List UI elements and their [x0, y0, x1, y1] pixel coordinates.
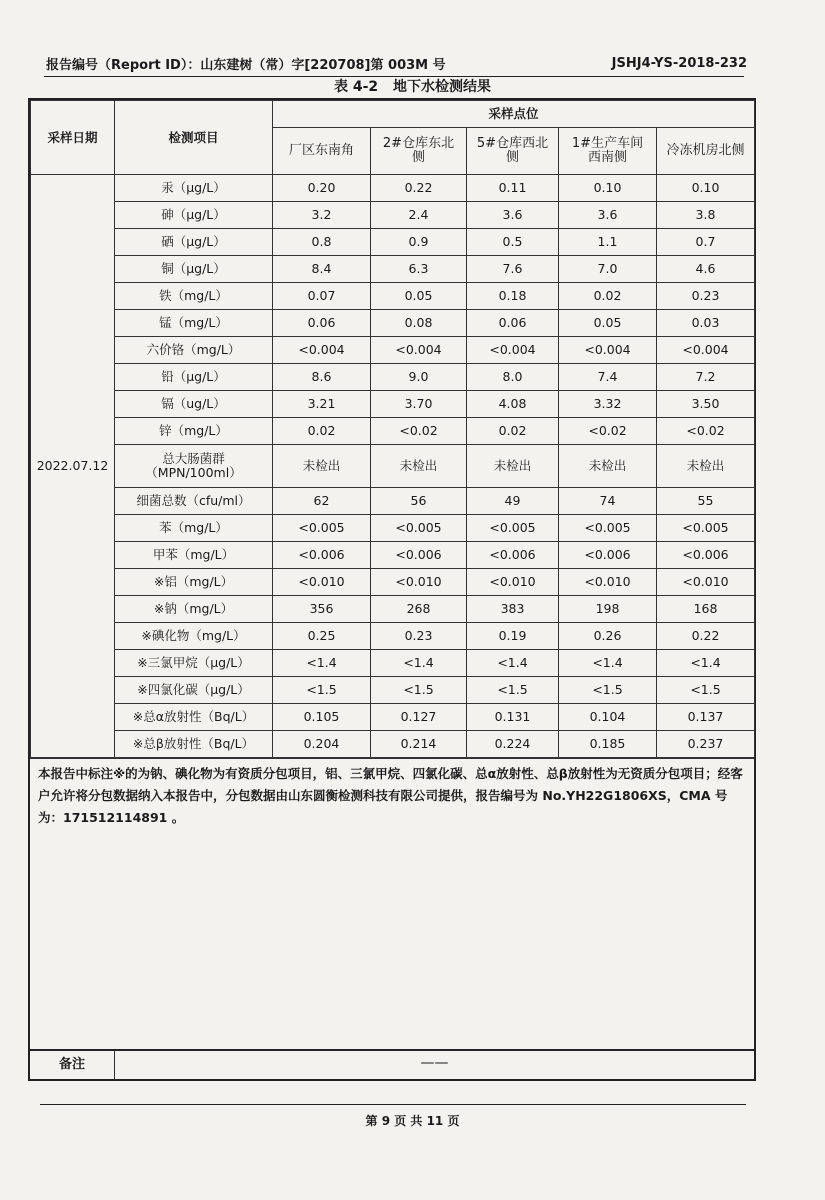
result-value: 2.4: [371, 202, 467, 229]
result-value: 0.214: [371, 731, 467, 758]
result-value: 56: [371, 488, 467, 515]
result-value: 0.224: [467, 731, 559, 758]
remark-label: 备注: [30, 1051, 115, 1079]
table-row: [31, 542, 755, 569]
result-value: <0.006: [657, 542, 755, 569]
result-value: 0.07: [273, 283, 371, 310]
result-value: 未检出: [273, 445, 371, 488]
result-value: <0.006: [559, 542, 657, 569]
result-value: <0.004: [467, 337, 559, 364]
parameter-name: 甲苯（mg/L）: [115, 542, 273, 569]
result-value: 0.05: [559, 310, 657, 337]
result-value: <0.005: [371, 515, 467, 542]
result-value: 0.5: [467, 229, 559, 256]
result-value: <0.006: [467, 542, 559, 569]
result-value: <0.010: [273, 569, 371, 596]
result-value: 49: [467, 488, 559, 515]
result-value: <1.5: [657, 677, 755, 704]
result-value: <0.010: [559, 569, 657, 596]
table-row: [31, 310, 755, 337]
parameter-name: ※四氯化碳（μg/L）: [115, 677, 273, 704]
result-value: 0.02: [559, 283, 657, 310]
result-value: 0.104: [559, 704, 657, 731]
table-row: [31, 623, 755, 650]
result-value: 0.10: [559, 175, 657, 202]
parameter-name: 锌（mg/L）: [115, 418, 273, 445]
parameter-name: 铅（μg/L）: [115, 364, 273, 391]
parameter-name: ※总α放射性（Bq/L）: [115, 704, 273, 731]
result-value: 0.185: [559, 731, 657, 758]
table-row: [31, 256, 755, 283]
parameter-name: 镉（ug/L）: [115, 391, 273, 418]
table-name: 地下水检测结果: [393, 79, 492, 95]
result-value: 0.7: [657, 229, 755, 256]
result-value: <0.010: [467, 569, 559, 596]
parameter-name: 砷（μg/L）: [115, 202, 273, 229]
result-value: 0.10: [657, 175, 755, 202]
result-value: <1.4: [559, 650, 657, 677]
result-value: 0.204: [273, 731, 371, 758]
result-value: <1.5: [559, 677, 657, 704]
table-row: [31, 650, 755, 677]
site-header: 2#仓库东北侧: [371, 128, 467, 175]
result-value: 3.21: [273, 391, 371, 418]
table-row: [31, 391, 755, 418]
result-value: 0.05: [371, 283, 467, 310]
result-value: 0.131: [467, 704, 559, 731]
result-value: 0.23: [371, 623, 467, 650]
table-row: [31, 731, 755, 758]
site-group-header: 采样点位: [273, 101, 755, 128]
result-value: 3.70: [371, 391, 467, 418]
result-value: 0.02: [273, 418, 371, 445]
remark-row: [30, 1049, 754, 1079]
result-value: 0.22: [657, 623, 755, 650]
result-value: 未检出: [657, 445, 755, 488]
result-value: 3.6: [467, 202, 559, 229]
result-value: <1.4: [467, 650, 559, 677]
result-value: <1.5: [273, 677, 371, 704]
result-value: 3.2: [273, 202, 371, 229]
table-row: [31, 596, 755, 623]
result-value: <1.5: [371, 677, 467, 704]
table-row: [31, 515, 755, 542]
results-table: [30, 100, 755, 758]
result-value: 0.22: [371, 175, 467, 202]
item-header: 检测项目: [115, 101, 273, 175]
result-value: <1.5: [467, 677, 559, 704]
result-value: 268: [371, 596, 467, 623]
parameter-name: ※钠（mg/L）: [115, 596, 273, 623]
result-value: 8.4: [273, 256, 371, 283]
result-value: 3.50: [657, 391, 755, 418]
parameter-name: 细菌总数（cfu/ml）: [115, 488, 273, 515]
result-value: 383: [467, 596, 559, 623]
parameter-name: ※总β放射性（Bq/L）: [115, 731, 273, 758]
result-value: 0.9: [371, 229, 467, 256]
result-value: 7.0: [559, 256, 657, 283]
sample-date: 2022.07.12: [31, 175, 115, 758]
table-row: [31, 175, 755, 202]
result-value: 4.6: [657, 256, 755, 283]
result-value: <0.004: [273, 337, 371, 364]
result-value: 0.03: [657, 310, 755, 337]
document-code: JSHJ4-YS-2018-232: [611, 56, 747, 71]
table-row: [31, 229, 755, 256]
report-id: 报告编号（Report ID）：山东建树（常）字[220708]第 003M 号: [46, 58, 446, 73]
parameter-name: 铜（μg/L）: [115, 256, 273, 283]
result-value: <0.004: [371, 337, 467, 364]
result-value: 0.23: [657, 283, 755, 310]
result-value: <0.005: [273, 515, 371, 542]
result-value: 9.0: [371, 364, 467, 391]
result-value: 7.6: [467, 256, 559, 283]
site-header: 厂区东南角: [273, 128, 371, 175]
result-value: 198: [559, 596, 657, 623]
result-value: <0.010: [371, 569, 467, 596]
table-row: [31, 488, 755, 515]
result-value: 未检出: [467, 445, 559, 488]
result-value: <0.02: [559, 418, 657, 445]
table-row: [31, 569, 755, 596]
result-value: 6.3: [371, 256, 467, 283]
result-value: 0.06: [467, 310, 559, 337]
result-value: 0.237: [657, 731, 755, 758]
page-footer: 第 9 页 共 11 页: [365, 1114, 460, 1128]
result-value: 0.19: [467, 623, 559, 650]
parameter-name: 苯（mg/L）: [115, 515, 273, 542]
result-value: 74: [559, 488, 657, 515]
header-row-1: [31, 101, 755, 128]
parameter-name: 锰（mg/L）: [115, 310, 273, 337]
result-value: <1.4: [371, 650, 467, 677]
table-row: [31, 202, 755, 229]
parameter-name: 六价铬（mg/L）: [115, 337, 273, 364]
parameter-name: ※铝（mg/L）: [115, 569, 273, 596]
result-value: 0.08: [371, 310, 467, 337]
parameter-name: 硒（μg/L）: [115, 229, 273, 256]
result-value: 3.6: [559, 202, 657, 229]
result-value: <0.004: [559, 337, 657, 364]
table-row: [31, 418, 755, 445]
site-header: 5#仓库西北侧: [467, 128, 559, 175]
results-frame: [28, 98, 756, 1081]
result-value: <0.006: [371, 542, 467, 569]
result-value: 3.8: [657, 202, 755, 229]
result-value: 7.4: [559, 364, 657, 391]
result-value: <0.010: [657, 569, 755, 596]
parameter-name: 总大肠菌群（MPN/100ml）: [115, 445, 273, 488]
result-value: <1.4: [657, 650, 755, 677]
table-number: 表 4-2: [333, 79, 379, 95]
result-value: <0.02: [657, 418, 755, 445]
result-value: 62: [273, 488, 371, 515]
result-value: 0.105: [273, 704, 371, 731]
table-row: [31, 445, 755, 488]
table-row: [31, 677, 755, 704]
result-value: 0.11: [467, 175, 559, 202]
result-value: <0.02: [371, 418, 467, 445]
result-value: 0.26: [559, 623, 657, 650]
table-row: [31, 704, 755, 731]
result-value: <0.005: [467, 515, 559, 542]
parameter-name: ※碘化物（mg/L）: [115, 623, 273, 650]
result-value: 55: [657, 488, 755, 515]
result-value: 7.2: [657, 364, 755, 391]
result-value: 1.1: [559, 229, 657, 256]
result-value: 356: [273, 596, 371, 623]
result-value: <0.005: [559, 515, 657, 542]
result-value: 168: [657, 596, 755, 623]
remark-value: ——: [420, 1055, 449, 1071]
result-value: 未检出: [559, 445, 657, 488]
result-value: 0.137: [657, 704, 755, 731]
result-value: <0.006: [273, 542, 371, 569]
result-value: 0.18: [467, 283, 559, 310]
result-value: <0.004: [657, 337, 755, 364]
result-value: 3.32: [559, 391, 657, 418]
site-header: 冷冻机房北侧: [657, 128, 755, 175]
result-value: 8.0: [467, 364, 559, 391]
footer-rule: [40, 1104, 746, 1105]
result-value: 0.20: [273, 175, 371, 202]
parameter-name: 汞（μg/L）: [115, 175, 273, 202]
parameter-name: 铁（mg/L）: [115, 283, 273, 310]
site-header: 1#生产车间西南侧: [559, 128, 657, 175]
result-value: 8.6: [273, 364, 371, 391]
table-title: [0, 76, 825, 96]
result-value: 未检出: [371, 445, 467, 488]
result-value: 0.06: [273, 310, 371, 337]
result-value: 0.127: [371, 704, 467, 731]
table-row: [31, 337, 755, 364]
result-value: 0.02: [467, 418, 559, 445]
subcontract-note: 本报告中标注※的为钠、碘化物为有资质分包项目，铝、三氯甲烷、四氯化碳、总α放射性、总β放射性为无资质分包项目；经客户允许将分包数据纳入本报告中，分包数据由山东圆衡检测科技有限公司提供，报告编号为 No.YH22G1806XS，CMA 号为：171512114891 。: [30, 758, 754, 1049]
result-value: <0.005: [657, 515, 755, 542]
result-value: 4.08: [467, 391, 559, 418]
result-value: 0.25: [273, 623, 371, 650]
date-header: 采样日期: [31, 101, 115, 175]
table-row: [31, 364, 755, 391]
parameter-name: ※三氯甲烷（μg/L）: [115, 650, 273, 677]
table-row: [31, 283, 755, 310]
result-value: 0.8: [273, 229, 371, 256]
result-value: <1.4: [273, 650, 371, 677]
